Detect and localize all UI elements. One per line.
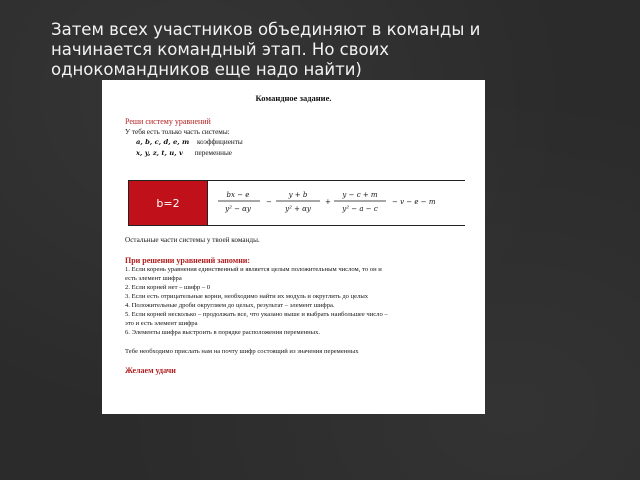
- equation-box: [128, 180, 465, 226]
- send-cipher-text: Тебе необходимо прислать нам на почту шифр состоящий из значения переменных: [125, 348, 359, 355]
- rule-line: 4. Положительные дроби округляем до целых, результат – элемент шифра.: [125, 302, 335, 309]
- term1-numerator: bx − e: [226, 191, 250, 199]
- rule-line: 1. Если корень уравнения единственный и является целым положительным числом, то он и: [125, 266, 382, 273]
- rule-line: 5. Если корней несколько – продолжать все, что указано выше и выбрать наибольшее число –: [125, 311, 388, 318]
- closing-wish: Желаем удачи: [125, 366, 176, 375]
- equation-formula: [208, 181, 464, 225]
- intro-text: У тебя есть только часть системы:: [125, 128, 230, 136]
- section-heading-solve: Реши систему уравнений: [125, 117, 211, 126]
- coefficient-vars: a, b, c, d, e, m: [136, 138, 190, 146]
- term2-denominator: y² + αy: [285, 205, 311, 213]
- rule-line: это и есть элемент шифра: [125, 320, 198, 327]
- unknown-vars: x, y, z, t, u, v: [136, 149, 183, 157]
- rule-line: 6. Элементы шифра выстроить в порядке расположения переменных.: [125, 329, 321, 336]
- slide-title: [51, 20, 611, 80]
- rule-line: 2. Если корней нет – шифр – 0: [125, 284, 211, 291]
- slide-title-line-1: Затем всех участников объединяют в команды и: [51, 20, 481, 39]
- rule-line: 3. Если есть отрицательные корни, необходимо найти их модуль и округлить до целых: [125, 293, 369, 300]
- rest-of-system-text: Остальные части системы у твоей команды.: [125, 236, 260, 244]
- document-title: Командное задание.: [255, 93, 332, 103]
- term3-numerator: y − c + m: [342, 191, 378, 199]
- term1-denominator: y² − αy: [225, 205, 251, 213]
- term3-denominator: y² − a − c: [342, 205, 378, 213]
- section-heading-remember: При решении уравнений запомни:: [125, 256, 251, 265]
- task-document-image: [102, 80, 485, 414]
- svg-text:+: +: [325, 198, 331, 206]
- coefficient-label: коэффициенты: [197, 138, 243, 146]
- coefficients-line: [136, 138, 243, 146]
- unknown-label: переменные: [194, 149, 232, 157]
- slide-title-line-3: однокомандников еще надо найти): [51, 60, 362, 79]
- equation-tail: − v − e − m: [392, 198, 436, 206]
- b-value-cell: b=2: [129, 181, 208, 225]
- rule-line: есть элемент шифра: [125, 275, 182, 282]
- slide-title-line-2: начинается командный этап. Но своих: [51, 40, 390, 59]
- variables-line: [136, 149, 232, 157]
- svg-text:−: −: [266, 198, 272, 206]
- term2-numerator: y + b: [288, 191, 308, 199]
